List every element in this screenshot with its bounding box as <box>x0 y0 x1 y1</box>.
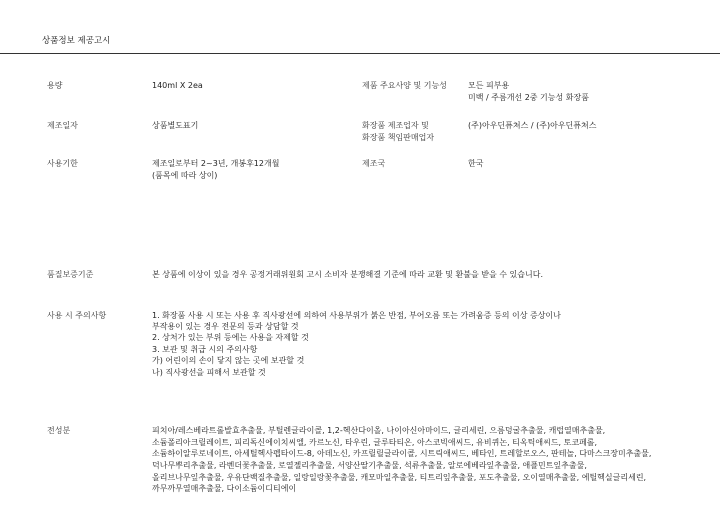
ingredients-line-3: 소듐하이알루로네이트, 아세틸헥사펩타이드-8, 아데노신, 카프릴릴글라이콜, 시트릭애씨드, 베타인, 트레할로오스, 판테놀, 다마스크장미추출물, <box>152 449 652 458</box>
ingredients-line-1: 피치아/레스베라트롤발효추출물, 부틸렌글라이콜, 1,2-헥산다이올, 나이아신아마이드, 글리세린, 으름덩굴추출물, 캐럽열매추출물, <box>152 426 606 435</box>
main-spec-value-1: 모든 피부용 <box>468 81 510 90</box>
caution-label: 사용 시 주의사항 <box>47 311 107 320</box>
caution-line-1: 1. 화장품 사용 시 또는 사용 후 직사광선에 의하여 사용부위가 붉은 반점, 부어오름 또는 가려움증 등의 이상 증상이나 <box>152 311 561 320</box>
main-spec-label: 제품 주요사양 및 기능성 <box>362 81 447 90</box>
capacity-value: 140ml X 2ea <box>152 81 203 90</box>
country-label: 제조국 <box>362 159 386 168</box>
mfg-date-label: 제조일자 <box>47 121 78 130</box>
page-title: 상품정보 제공고시 <box>42 36 111 46</box>
capacity-label: 용량 <box>47 81 63 90</box>
caution-line-2: 부작용이 있는 경우 전문의 등과 상담할 것 <box>152 322 299 331</box>
caution-line-3: 2. 상처가 있는 부위 등에는 사용을 자제할 것 <box>152 333 309 342</box>
caution-line-4: 3. 보관 및 취급 시의 주의사항 <box>152 345 258 354</box>
usage-period-label: 사용기한 <box>47 159 78 168</box>
main-spec-value-2: 미백 / 주름개선 2중 기능성 화장품 <box>468 93 589 102</box>
maker-label-2: 화장품 책임판매업자 <box>362 133 435 142</box>
mfg-date-value: 상품별도표기 <box>152 121 199 130</box>
title-divider <box>0 53 720 54</box>
usage-period-value-1: 제조일로부터 2~3년, 개봉후12개월 <box>152 159 280 168</box>
ingredients-line-2: 소듐폴리아크릴레이트, 피리독신에이치씨엘, 카르노신, 타우린, 글루타티온, 아스코빅애씨드, 유비퀴논, 티옥틱애씨드, 토코페롤, <box>152 438 598 447</box>
caution-line-5: 가) 어린이의 손이 닿지 않는 곳에 보관할 것 <box>152 356 305 365</box>
ingredients-line-4: 덕나무뿌리추출물, 라벤더꽃추출물, 로열젤리추출물, 서양산딸기추출물, 석류추출물, 알로에베라잎추출물, 애플민트잎추출물, <box>152 461 587 470</box>
warranty-value: 본 상품에 이상이 있을 경우 공정거래위원회 고시 소비자 분쟁해결 기준에 따라 교환 및 환불을 받을 수 있습니다. <box>152 270 543 279</box>
ingredients-line-6: 까무까무열매추출물, 다이소듐이디티에이 <box>152 484 297 493</box>
country-value: 한국 <box>468 159 484 168</box>
maker-label-1: 화장품 제조업자 및 <box>362 121 429 130</box>
maker-value: (주)아우딘퓨쳐스 / (주)아우딘퓨쳐스 <box>468 121 597 130</box>
usage-period-value-2: (품목에 따라 상이) <box>152 171 218 180</box>
ingredients-line-5: 올리브나무잎추출물, 우유단백질추출물, 일랑일랑꽃추출물, 캐모마일추출물, 티트리잎추출물, 포도추출물, 오이열매추출물, 에틸헥실글리세린, <box>152 473 647 482</box>
ingredients-label: 전성분 <box>47 426 71 435</box>
warranty-label: 품질보증기준 <box>47 270 94 279</box>
caution-line-6: 나) 직사광선을 피해서 보관할 것 <box>152 368 266 377</box>
